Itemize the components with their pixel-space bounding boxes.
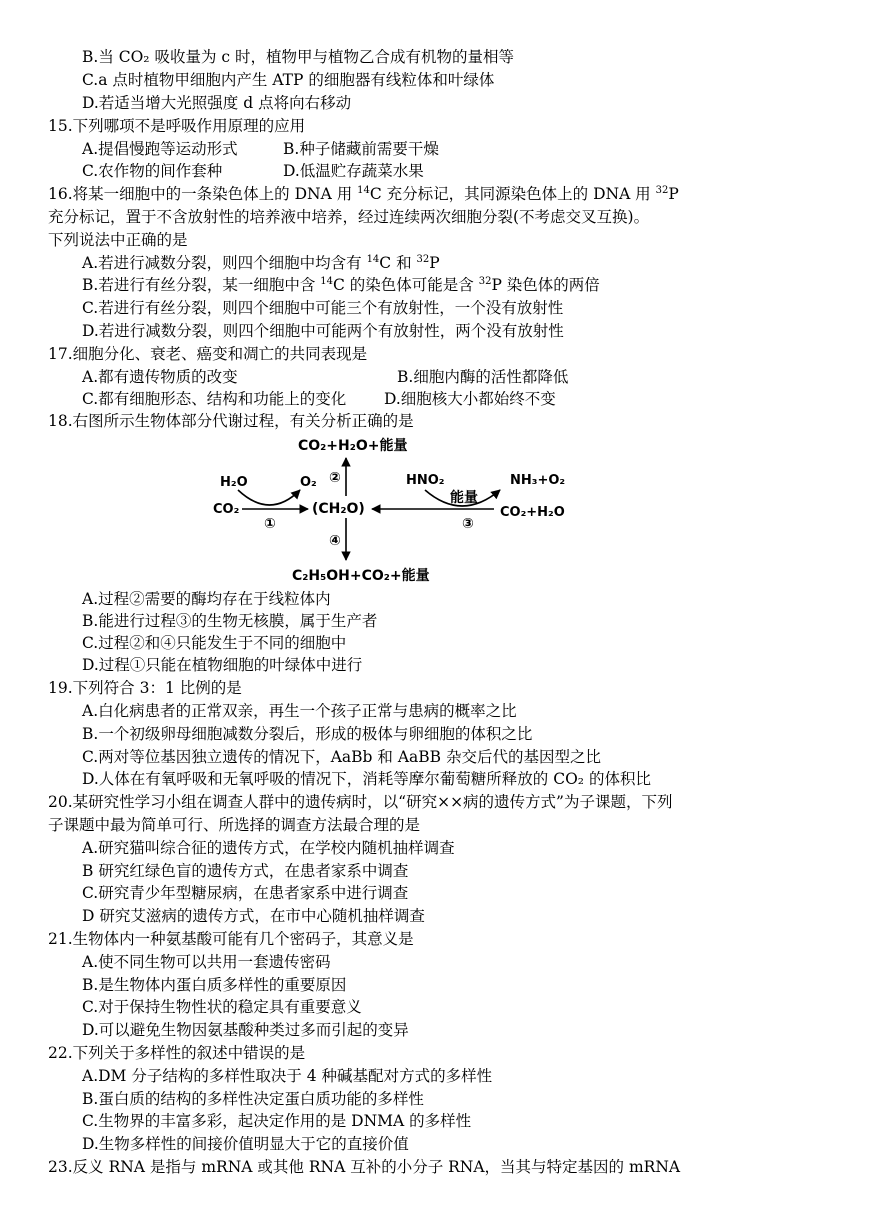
q20-stem: 20.某研究性学习小组在调查人群中的遗传病时，以“研究××病的遗传方式”为子课题，下列 (48, 793, 673, 811)
q21-option-a: A.使不同生物可以共用一套遗传密码 (82, 953, 331, 971)
q14-option-d: D.若适当增大光照强度 d 点将向右移动 (82, 94, 352, 112)
q16-a-part3: P (429, 254, 440, 272)
q18-option-d: D.过程①只能在植物细胞的叶绿体中进行 (82, 656, 363, 674)
q21-stem: 21.生物体内一种氨基酸可能有几个密码子，其意义是 (48, 930, 414, 948)
q16-b-part3: P 染色体的两倍 (491, 276, 600, 294)
q22-stem: 22.下列关于多样性的叙述中错误的是 (48, 1044, 306, 1062)
q16-stem-part-a: 16.将某一细胞中的一条染色体上的 DNA 用 (48, 185, 358, 203)
q20-option-c: C.研究青少年型糖尿病，在患者家系中进行调查 (82, 884, 409, 902)
q18-option-a: A.过程②需要的酶均存在于线粒体内 (82, 590, 331, 608)
process-2-number: ② (329, 470, 341, 486)
q22-option-c: C.生物界的丰富多彩，起决定作用的是 DNMA 的多样性 (82, 1112, 472, 1130)
q20-option-a: A.研究猫叫综合征的遗传方式，在学校内随机抽样调查 (82, 839, 455, 857)
q16-a-part2: C 和 (379, 254, 417, 272)
q14-option-c: C.a 点时植物甲细胞内产生 ATP 的细胞器有线粒体和叶绿体 (82, 71, 495, 89)
q19-stem: 19.下列符合 3：1 比例的是 (48, 679, 242, 697)
q17-stem: 17.细胞分化、衰老、癌变和凋亡的共同表现是 (48, 345, 368, 363)
q15-option-a: A.提倡慢跑等运动形式 (82, 140, 238, 158)
diagram-nh3o2-label: NH₃+O₂ (510, 473, 566, 488)
diagram-hno2-label: HNO₂ (406, 473, 445, 488)
q22-option-d: D.生物多样性的间接价值明显大于它的直接价值 (82, 1135, 409, 1153)
q16-a-iso-p: 32 (416, 253, 430, 265)
process-3-number: ③ (462, 516, 474, 532)
q15-option-c: C.农作物的间作套种 (82, 162, 223, 180)
metabolism-diagram (200, 430, 580, 590)
q16-a-part1: A.若进行减数分裂，则四个细胞中均含有 (82, 254, 367, 272)
q18-option-b: B.能进行过程③的生物无核膜，属于生产者 (82, 612, 378, 630)
q21-option-d: D.可以避免生物因氨基酸种类过多而引起的变异 (82, 1021, 409, 1039)
diagram-h2o-label: H₂O (220, 475, 248, 490)
q16-b-iso-p: 32 (478, 275, 492, 287)
q16-stem-part-b: C 充分标记，其同源染色体上的 DNA 用 (369, 185, 656, 203)
q15-option-d: D.低温贮存蔬菜水果 (283, 162, 424, 180)
diagram-o2-label: O₂ (300, 475, 317, 490)
q16-b-part2: C 的染色体可能是含 (332, 276, 479, 294)
q16-option-c: C.若进行有丝分裂，则四个细胞中可能三个有放射性，一个没有放射性 (82, 299, 564, 317)
q16-option-d: D.若进行减数分裂，则四个细胞中可能两个有放射性，两个没有放射性 (82, 322, 564, 340)
q16-stem (48, 183, 679, 205)
diagram-energy-label: 能量 (450, 490, 478, 506)
q23-stem: 23.反义 RNA 是指与 mRNA 或其他 RNA 互补的小分子 RNA，当其与特定基因的 mRNA (48, 1158, 681, 1176)
q22-option-a: A.DM 分子结构的多样性取决于 4 种碱基配对方式的多样性 (82, 1067, 493, 1085)
process-4-number: ④ (329, 533, 341, 549)
q16-b-part1: B.若进行有丝分裂，某一细胞中含 (82, 276, 321, 294)
q19-option-a: A.白化病患者的正常双亲，再生一个孩子正常与患病的概率之比 (82, 702, 517, 720)
q20-stem-line2: 子课题中最为简单可行、所选择的调查方法最合理的是 (48, 816, 421, 834)
q16-option-a (82, 252, 440, 274)
q16-stem-line2: 充分标记，置于不含放射性的培养液中培养，经过连续两次细胞分裂(不考虑交叉互换)。 (48, 208, 650, 226)
q17-option-a: A.都有遗传物质的改变 (82, 368, 238, 386)
q20-option-b: B 研究红绿色盲的遗传方式，在患者家系中调查 (82, 862, 409, 880)
q18-option-c: C.过程②和④只能发生于不同的细胞中 (82, 634, 347, 652)
q15-stem: 15.下列哪项不是呼吸作用原理的应用 (48, 117, 306, 135)
q18-stem: 18.右图所示生物体部分代谢过程，有关分析正确的是 (48, 412, 414, 430)
diagram-ch2o-label: (CH₂O) (312, 501, 365, 517)
process-1-number: ① (264, 516, 276, 532)
q16-a-iso-c: 14 (366, 253, 380, 265)
q20-option-d: D 研究艾滋病的遗传方式，在市中心随机抽样调查 (82, 907, 425, 925)
q19-option-d: D.人体在有氧呼吸和无氧呼吸的情况下，消耗等摩尔葡萄糖所释放的 CO₂ 的体积比 (82, 770, 651, 788)
q16-stem-part-c: P (668, 185, 679, 203)
q19-option-b: B.一个初级卵母细胞减数分裂后，形成的极体与卵细胞的体积之比 (82, 725, 533, 743)
q22-option-b: B.蛋白质的结构的多样性决定蛋白质功能的多样性 (82, 1090, 424, 1108)
q19-option-c: C.两对等位基因独立遗传的情况下，AaBb 和 AaBB 杂交后代的基因型之比 (82, 748, 601, 766)
q16-b-iso-c: 14 (320, 275, 333, 287)
q21-option-b: B.是生物体内蛋白质多样性的重要原因 (82, 976, 347, 994)
diagram-right-product: CO₂+H₂O (500, 505, 565, 520)
process-1-curve (238, 490, 300, 505)
q15-option-b: B.种子储藏前需要干燥 (283, 140, 439, 158)
q21-option-c: C.对于保持生物性状的稳定具有重要意义 (82, 998, 362, 1016)
diagram-bottom-product: C₂H₅OH+CO₂+能量 (292, 568, 430, 584)
q17-option-c: C.都有细胞形态、结构和功能上的变化 (82, 390, 347, 408)
diagram-top-product: CO₂+H₂O+能量 (298, 438, 408, 454)
q16-isotope-c14: 14 (357, 184, 370, 196)
q17-option-b: B.细胞内酶的活性都降低 (397, 368, 569, 386)
q16-isotope-p32: 32 (655, 184, 669, 196)
q14-option-b: B.当 CO₂ 吸收量为 c 时，植物甲与植物乙合成有机物的量相等 (82, 48, 514, 66)
q16-stem-line3: 下列说法中正确的是 (48, 231, 188, 249)
q16-option-b (82, 274, 600, 296)
metabolism-diagram-svg (200, 430, 580, 590)
diagram-co2-label: CO₂ (213, 502, 240, 517)
q17-option-d: D.细胞核大小都始终不变 (384, 390, 556, 408)
